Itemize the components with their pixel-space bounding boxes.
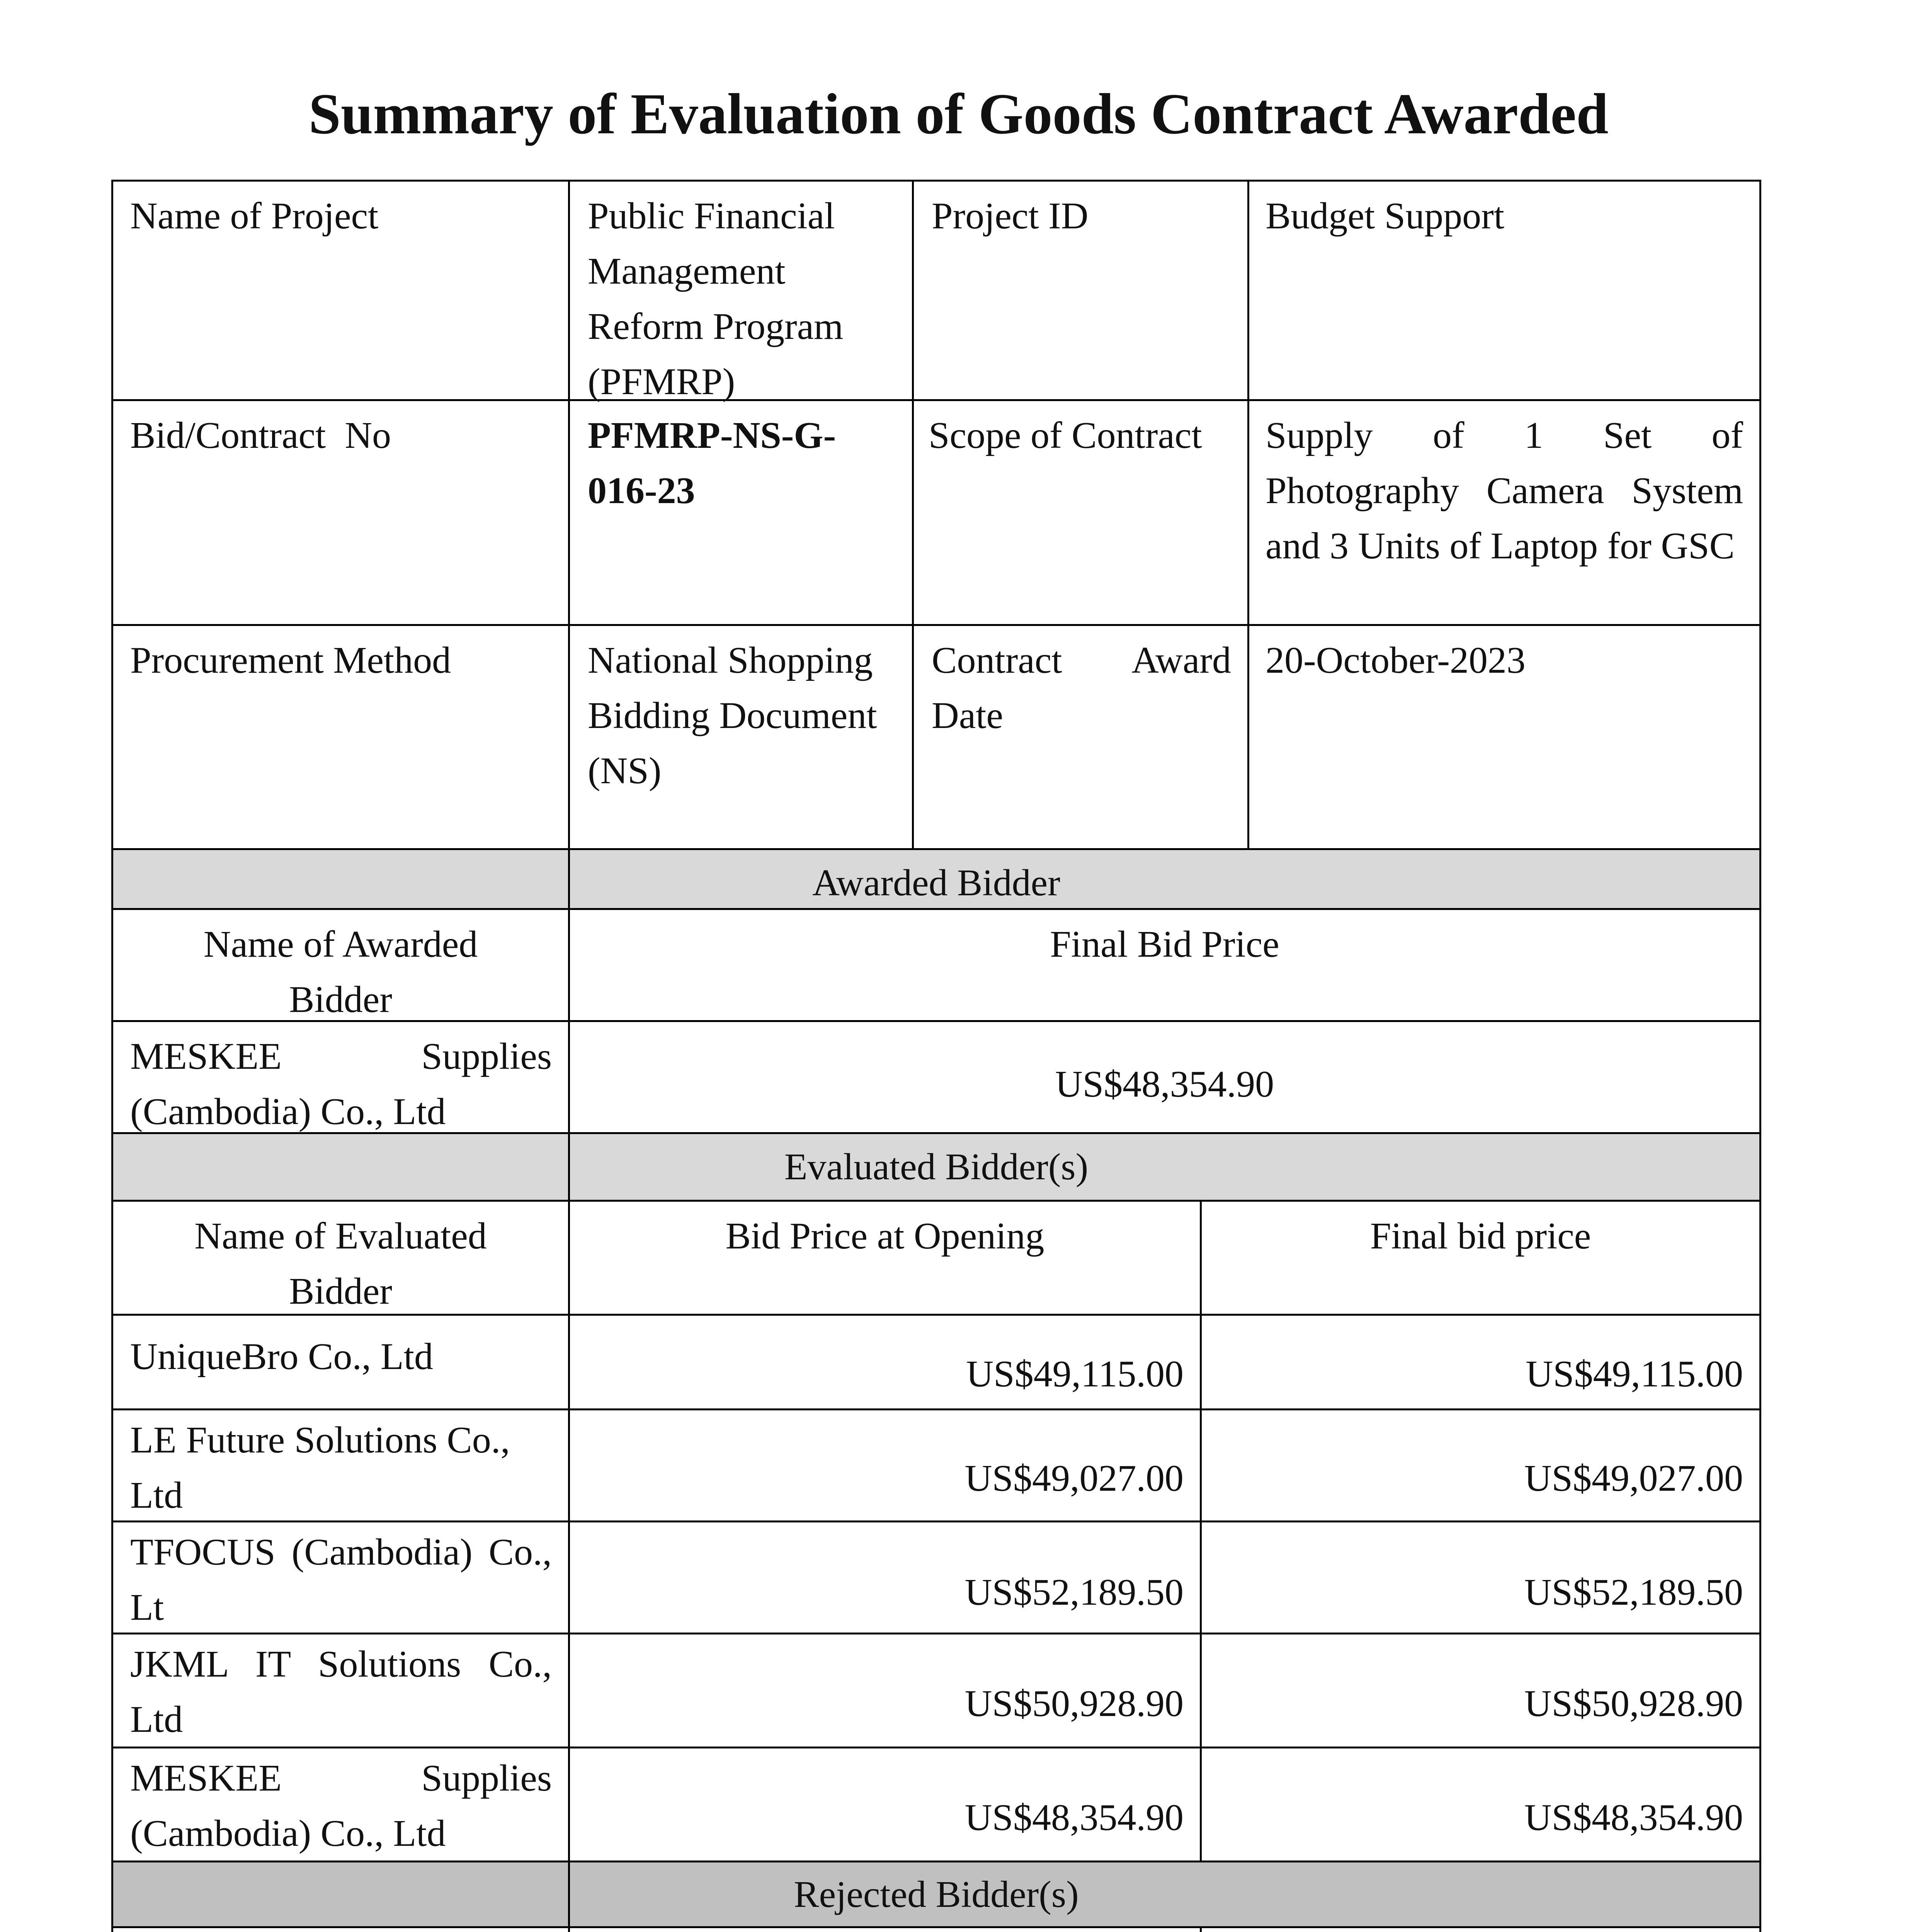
- page-title: Summary of Evaluation of Goods Contract Awarded: [308, 82, 1609, 146]
- table-row-evaluated-final: US$49,115.00: [1526, 1353, 1743, 1395]
- table-row-evaluated-opening: US$49,027.00: [964, 1458, 1184, 1499]
- table-row-evaluated-opening: US$49,115.00: [966, 1353, 1184, 1395]
- rejected-reason-header: [1202, 1928, 1759, 1932]
- table-row-evaluated-final: US$49,027.00: [1524, 1458, 1743, 1499]
- table-row-evaluated-name: LE Future Solutions Co., Ltd: [130, 1419, 510, 1516]
- awarded-bidder-name: MESKEE Supplies (Cambodia) Co., Ltd: [130, 1036, 552, 1133]
- name-of-project-value: Public Financial Management Reform Program (PFMRP): [588, 195, 844, 403]
- contract-award-date-label: Contract Award Date: [932, 639, 1231, 736]
- table-row-evaluated-final: US$50,928.90: [1524, 1683, 1743, 1725]
- scope-of-contract-label: Scope of Contract: [929, 415, 1202, 456]
- table-row-evaluated-final: US$52,189.50: [1524, 1571, 1743, 1613]
- awarded-section-title: Awarded Bidder: [812, 862, 1060, 904]
- table-row-evaluated-opening: US$48,354.90: [964, 1797, 1184, 1838]
- procurement-method-value: National Shopping Bidding Document (NS): [588, 639, 877, 792]
- awarded-price-header: Final Bid Price: [1050, 923, 1279, 965]
- scope-of-contract-value: Supply of 1 Set of Photography Camera System and 3 Units of Laptop for GSC: [1266, 415, 1743, 567]
- procurement-method-label: Procurement Method: [130, 639, 451, 681]
- project-id-value: Budget Support: [1266, 195, 1504, 237]
- table-row-evaluated-final: US$48,354.90: [1524, 1797, 1743, 1838]
- bid-contract-no-value: PFMRP-NS-G-016-23: [588, 415, 836, 512]
- table-row-evaluated-opening: US$50,928.90: [964, 1683, 1184, 1725]
- awarded-final-price: US$48,354.90: [1055, 1063, 1274, 1105]
- evaluated-section-title: Evaluated Bidder(s): [784, 1146, 1089, 1188]
- table-row-evaluated-name: TFOCUS (Cambodia) Co., Lt: [130, 1531, 552, 1628]
- table-row-evaluated-name: MESKEE Supplies (Cambodia) Co., Ltd: [130, 1757, 552, 1854]
- table-row-evaluated-name: JKML IT Solutions Co., Ltd: [130, 1643, 552, 1740]
- evaluated-final-header: Final bid price: [1370, 1215, 1591, 1257]
- column-divider: [1200, 1200, 1202, 1862]
- table-row-evaluated-opening: US$52,189.50: [964, 1571, 1184, 1613]
- awarded-name-header: Name of Awarded Bidder: [203, 923, 478, 1020]
- table-row-evaluated-name: UniqueBro Co., Ltd: [130, 1336, 433, 1378]
- rejected-name-header: [113, 1928, 568, 1932]
- column-divider: [912, 180, 914, 850]
- rejected-section-title: Rejected Bidder(s): [794, 1874, 1079, 1915]
- name-of-project-label: Name of Project: [130, 195, 379, 237]
- rejected-opening-header: [570, 1928, 1200, 1932]
- project-id-label: Project ID: [932, 195, 1089, 237]
- evaluated-opening-header: Bid Price at Opening: [725, 1215, 1044, 1257]
- contract-award-date-value: 20-October-2023: [1266, 639, 1526, 681]
- evaluated-name-header: Name of Evaluated Bidder: [194, 1215, 487, 1312]
- bid-contract-no-label: Bid/Contract No: [130, 415, 391, 456]
